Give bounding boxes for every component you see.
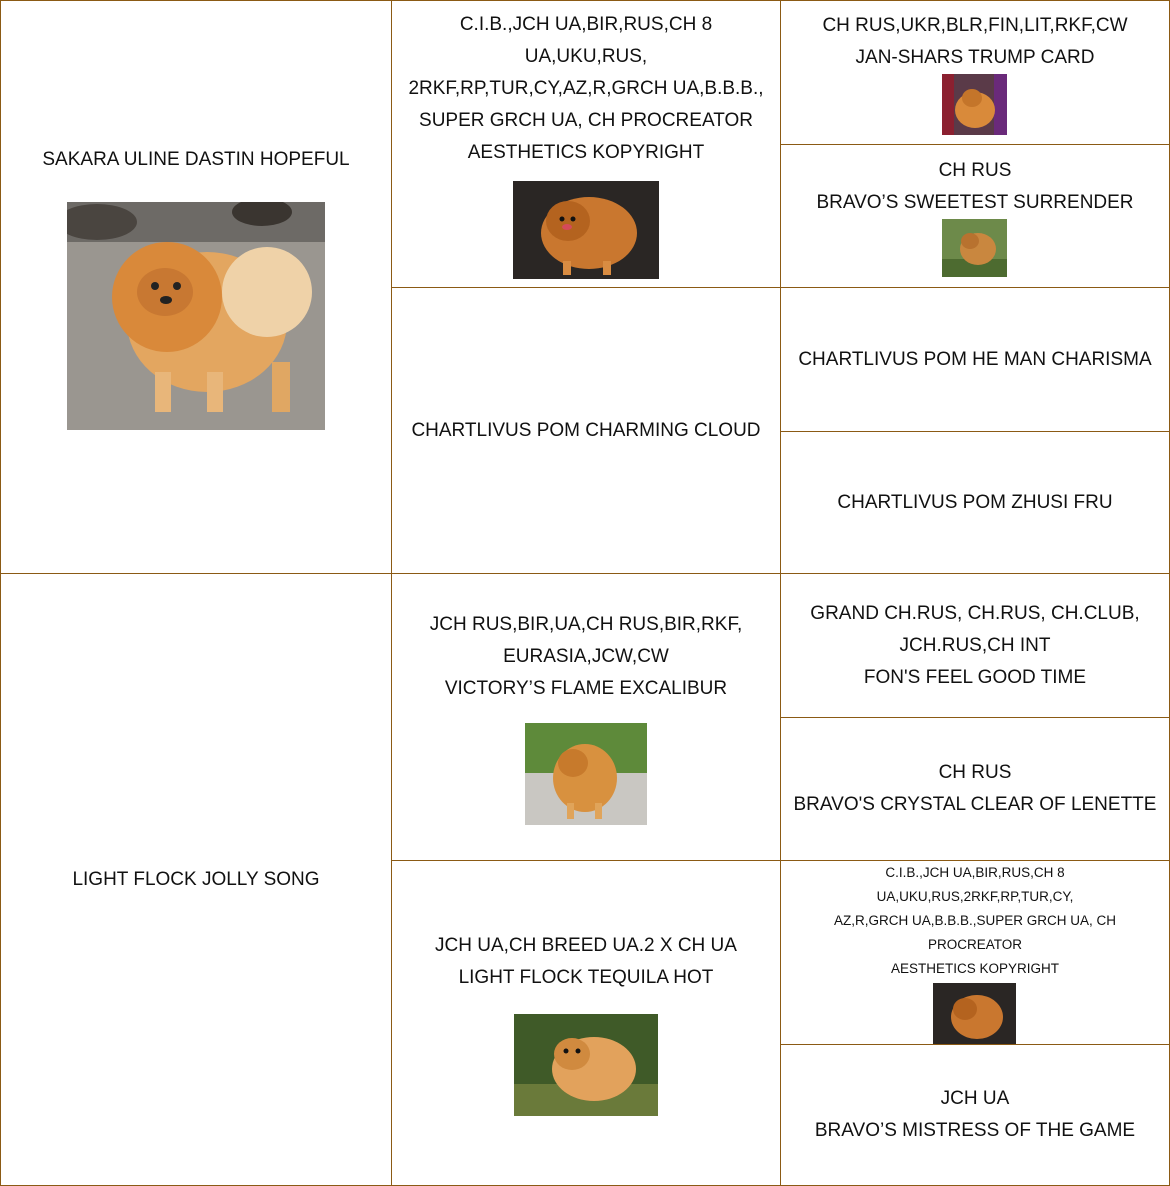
- dam-cell: [1, 574, 392, 1186]
- sire-sire-sire-cell: [780, 1, 1169, 145]
- sire-sire-dam-photo[interactable]: [942, 219, 1007, 277]
- sire-cell: [1, 1, 392, 574]
- dam-dam-sire-cell: [780, 861, 1169, 1045]
- sire-sire-name: AESTHETICS KOPYRIGHT: [467, 142, 705, 163]
- dam-dam-sire-title-1: C.I.B.,JCH UA,BIR,RUS,CH 8 UA,UKU,RUS,2RKF,RP,TUR,CY,: [876, 865, 1074, 904]
- dam-sire-dam-title-1: CH RUS: [938, 762, 1012, 783]
- dam-dam-sire-photo[interactable]: [933, 983, 1016, 1044]
- sire-sire-title-3: SUPER GRCH UA, CH PROCREATOR: [419, 110, 753, 131]
- dam-dam-photo[interactable]: [514, 1014, 658, 1116]
- sire-dam-sire-name: CHARTLIVUS POM HE MAN CHARISMA: [798, 348, 1152, 370]
- dam-sire-sire-name: FON'S FEEL GOOD TIME: [863, 666, 1087, 688]
- dam-dam-dam-title-1: JCH UA: [940, 1088, 1010, 1109]
- sire-sire-title-1: C.I.B.,JCH UA,BIR,RUS,CH 8 UA,UKU,RUS,: [459, 14, 713, 67]
- sire-dam-dam-name: CHARTLIVUS POM ZHUSI FRU: [837, 491, 1113, 513]
- sire-dam-dam-cell: [780, 432, 1169, 574]
- dam-sire-sire-title-1: GRAND CH.RUS, CH.RUS, CH.CLUB,: [810, 602, 1140, 624]
- sire-sire-dam-cell: [780, 145, 1169, 288]
- sire-sire-cell: [392, 1, 781, 288]
- sire-dam-name: CHARTLIVUS POM CHARMING CLOUD: [411, 419, 761, 441]
- dam-name: LIGHT FLOCK JOLLY SONG: [72, 868, 320, 890]
- sire-dam-cell: [392, 288, 781, 574]
- dam-sire-sire-title-2: JCH.RUS,CH INT: [899, 634, 1051, 656]
- dam-sire-dam-cell: [780, 718, 1169, 861]
- dam-dam-title-1: JCH UA,CH BREED UA.2 X CH UA: [435, 935, 737, 956]
- dam-sire-dam-name: BRAVO'S CRYSTAL CLEAR OF LENETTE: [793, 794, 1157, 815]
- dam-dam-sire-name: AESTHETICS KOPYRIGHT: [890, 961, 1059, 976]
- dam-sire-photo[interactable]: [525, 723, 647, 825]
- sire-sire-photo[interactable]: [513, 181, 659, 279]
- dam-sire-title-1: JCH RUS,BIR,UA,CH RUS,BIR,RKF,: [429, 614, 743, 635]
- dam-sire-cell: [392, 574, 781, 861]
- dam-sire-sire-cell: [780, 574, 1169, 718]
- sire-dam-sire-cell: [780, 288, 1169, 432]
- dam-dam-dam-cell: [780, 1045, 1169, 1186]
- sire-sire-sire-title-1: CH RUS,UKR,BLR,FIN,LIT,RKF,CW: [822, 15, 1128, 36]
- dam-sire-name: VICTORY’S FLAME EXCALIBUR: [444, 678, 728, 699]
- dam-dam-dam-name: BRAVO’S MISTRESS OF THE GAME: [814, 1120, 1136, 1141]
- sire-sire-dam-title-1: CH RUS: [938, 160, 1012, 181]
- sire-sire-sire-photo[interactable]: [942, 74, 1007, 135]
- dam-sire-title-2: EURASIA,JCW,CW: [503, 646, 669, 667]
- dam-dam-cell: [392, 861, 781, 1186]
- sire-photo[interactable]: [67, 202, 325, 430]
- sire-name: SAKARA ULINE DASTIN HOPEFUL: [42, 149, 350, 170]
- sire-sire-dam-name: BRAVO’S SWEETEST SURRENDER: [816, 192, 1134, 213]
- sire-sire-title-2: 2RKF,RP,TUR,CY,AZ,R,GRCH UA,B.B.B.,: [408, 78, 764, 99]
- dam-dam-sire-title-2: AZ,R,GRCH UA,B.B.B.,SUPER GRCH UA, CH PROCREATOR: [833, 913, 1117, 952]
- dam-dam-name: LIGHT FLOCK TEQUILA HOT: [458, 967, 714, 988]
- sire-sire-sire-name: JAN-SHARS TRUMP CARD: [855, 47, 1095, 68]
